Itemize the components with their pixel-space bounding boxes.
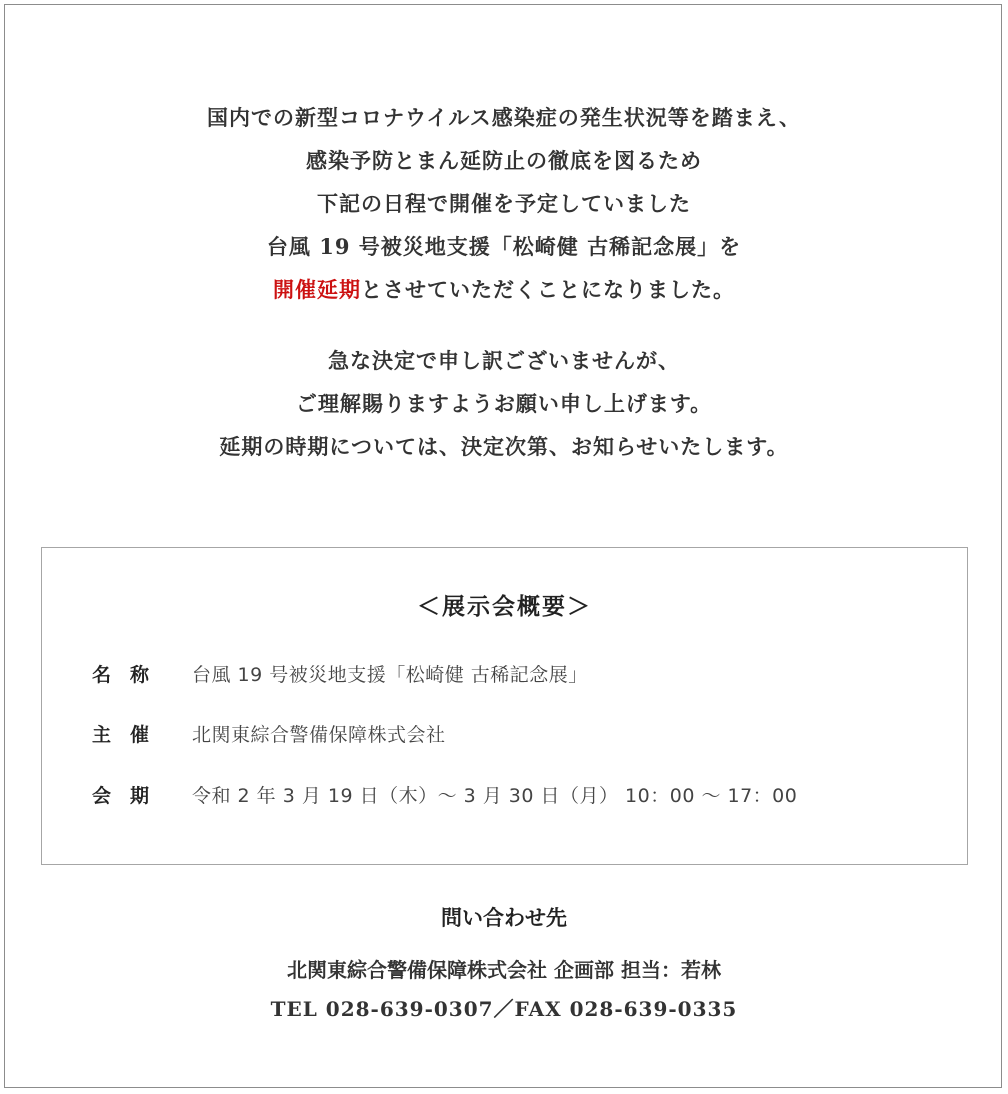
overview-row-period — [92, 781, 797, 811]
notice-line-3: 下記の日程で開催を予定していました — [317, 191, 691, 216]
notice-line-1: 国内での新型コロナウイルス感染症の発生状況等を踏まえ、 — [207, 105, 801, 130]
notice-line-7: ご理解賜りますようお願い申し上げます。 — [295, 391, 713, 416]
overview-row-name — [92, 660, 588, 690]
notice-line-6: 急な決定で申し訳ございませんが、 — [328, 348, 680, 373]
notice-line-4: 台風 19 号被災地支援「松崎健 古稀記念展」を — [266, 234, 742, 259]
postponement-highlight: 開催延期 — [273, 277, 361, 302]
paragraph-gap — [0, 311, 1008, 339]
contact-organization: 北関東綜合警備保障株式会社 企画部 担当：若林 — [287, 958, 721, 982]
row-value: 令和 2 年 3 月 19 日（木）～ 3 月 30 日（月） 10：00 ～ 17：00 — [192, 785, 798, 807]
overview-row-organizer — [92, 720, 446, 750]
notice-line-2: 感染予防とまん延防止の徹底を図るため — [306, 148, 702, 173]
exhibition-overview-box — [41, 547, 968, 865]
row-label: 主 催 — [92, 724, 150, 746]
notice-line-8: 延期の時期については、決定次第、お知らせいたします。 — [219, 434, 789, 459]
contact-heading: 問い合わせ先 — [441, 906, 567, 930]
row-label: 名 称 — [92, 664, 150, 686]
row-value: 台風 19 号被災地支援「松崎健 古稀記念展」 — [192, 664, 588, 686]
row-value: 北関東綜合警備保障株式会社 — [192, 724, 446, 746]
notice-line-5 — [0, 268, 1008, 311]
notice-message — [0, 96, 1008, 468]
contact-phone-fax: TEL 028-639-0307／FAX 028-639-0335 — [270, 997, 738, 1021]
notice-line-5-rest: とさせていただくことになりました。 — [361, 277, 735, 302]
row-label: 会 期 — [92, 785, 150, 807]
overview-title: ＜展示会概要＞ — [417, 594, 592, 620]
